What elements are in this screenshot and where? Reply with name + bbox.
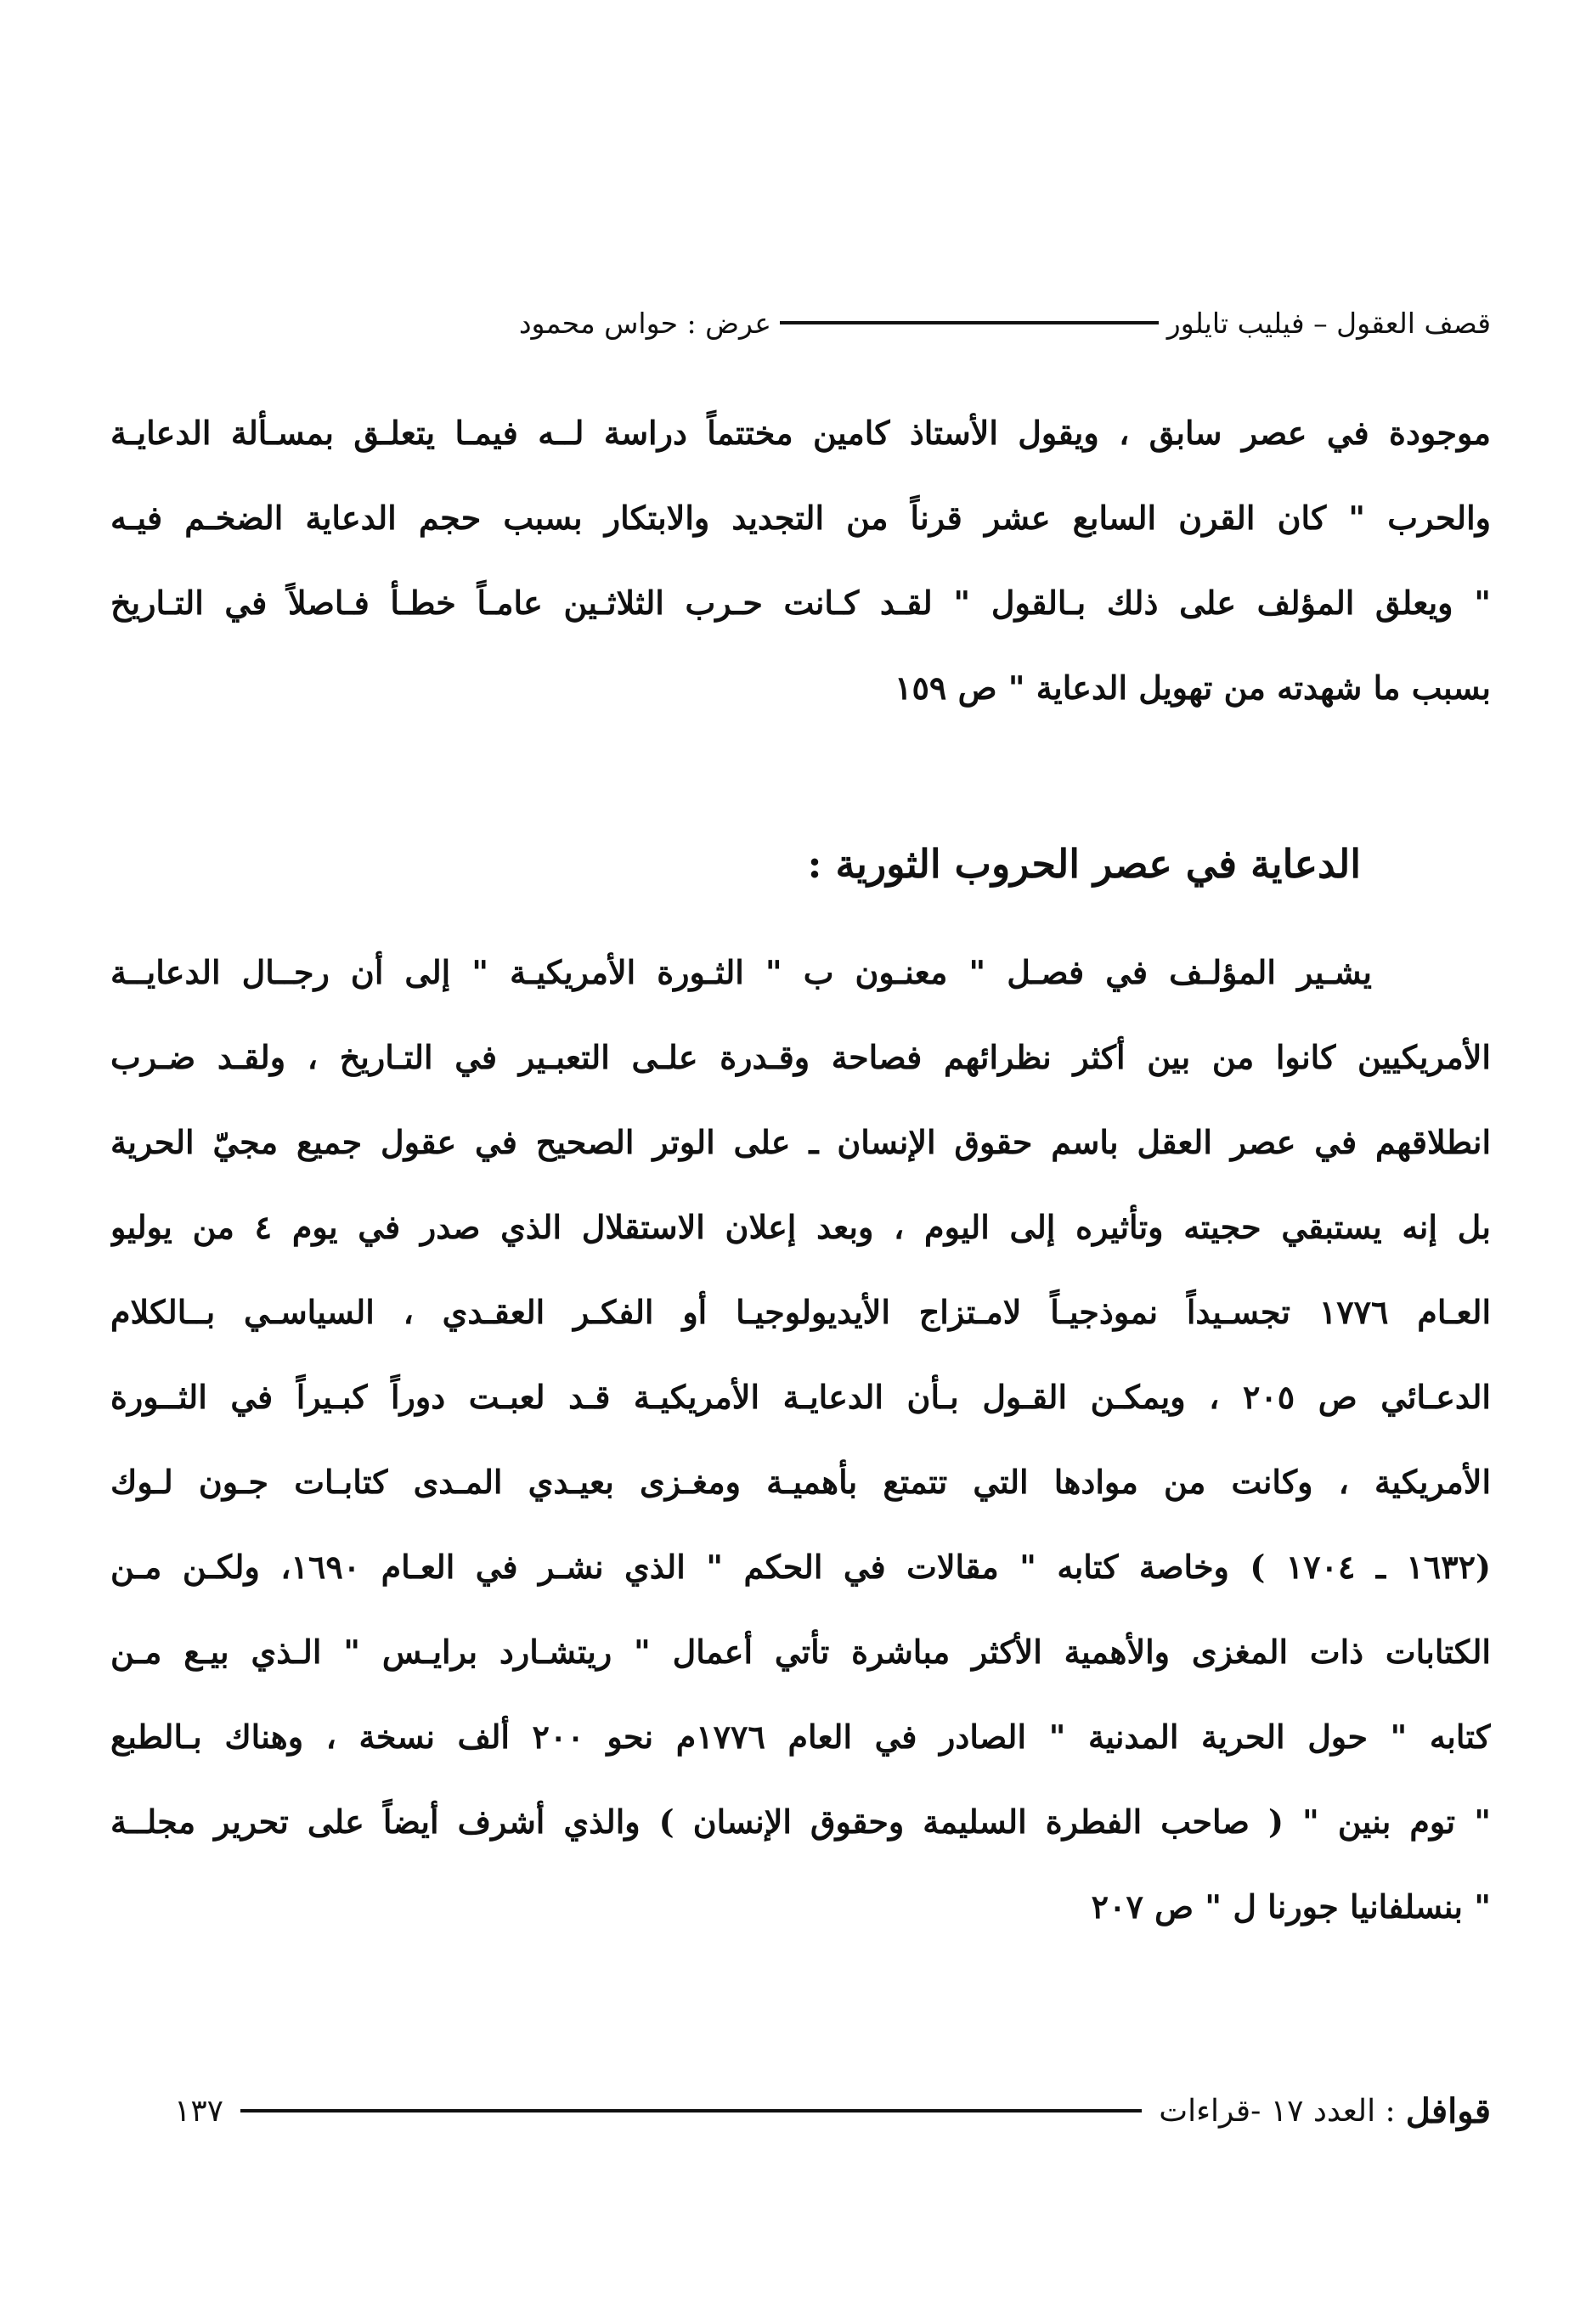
footer-rule: [240, 2109, 1142, 2112]
paragraph-line: العـام ١٧٧٦ تجسـيداً نموذجيـاً لامـتزاج الأيديولوجيـا أو الفكـر العقـدي ، السياسـي بــالكلام: [110, 1293, 1491, 1331]
paragraph-line: الأمريكيين كانوا من بين أكثر نظرائهم فصاحة وقـدرة علـى التعبـير في التـاريخ ، ولقـد ضـرب: [110, 1038, 1491, 1076]
section-heading: الدعاية في عصر الحروب الثورية :: [807, 841, 1361, 887]
paragraph-line: الكتابات ذات المغزى والأهمية الأكثر مباشرة تأتي أعمال " ريتشـارد برايـس " الـذي بيـع مـن: [110, 1633, 1491, 1671]
reviewer-name: عرض : حواس محمود: [518, 306, 771, 340]
issue-label: : العدد ١٧ -قراءات: [1159, 2093, 1396, 2129]
page-footer: [174, 2085, 1491, 2136]
paragraph-line: كتابه " حول الحرية المدنية " الصادر في العام ١٧٧٦م نحو ٢٠٠ ألف نسخة ، وهناك بـالطبع: [110, 1718, 1491, 1756]
paragraph-2: [110, 930, 1491, 1949]
paragraph-line: " بنسلفانيا جورنا ل " ص ٢٠٧: [1091, 1887, 1491, 1926]
paragraph-line: الأمريكية ، وكانت من موادها التي تتمتع بأهميـة ومغـزى بعيـدي المـدى كتابـات جـون لـوك: [110, 1463, 1491, 1501]
header-rule: [780, 321, 1159, 324]
paragraph-line: بل إنه يستبقي حجيته وتأثيره إلى اليوم ، وبعد إعلان الاستقلال الذي صدر في يوم ٤ من يوليو: [110, 1208, 1491, 1246]
page-number: ١٣٧: [174, 2093, 224, 2129]
paragraph-line: موجودة في عصر سابق ، ويقول الأستاذ كامين مختتماً دراسة لــه فيمـا يتعلـق بمسـألة الدعايـة: [110, 414, 1491, 452]
paragraph-line: بسبب ما شهدته من تهويل الدعاية " ص ١٥٩: [895, 668, 1491, 707]
paragraph-line: يشـير المؤلـف في فصـل " معنـون ب " الثـورة الأمريكيـة " إلى أن رجــال الدعايــة: [110, 953, 1372, 991]
running-header: [140, 302, 1491, 344]
paragraph-line: " ويعلق المؤلف على ذلك بـالقول " لقـد كـانت حـرب الثلاثـين عامـاً خطـأ فـاصلاً في التـاريخ: [110, 584, 1491, 622]
book-title: قصف العقول – فيليب تايلور: [1166, 306, 1491, 340]
paragraph-line: (١٦٣٢ ـ ١٧٠٤ ) وخاصة كتابه " مقالات في الحكم " الذي نشـر في العـام ١٦٩٠، ولكـن مـن: [110, 1548, 1491, 1586]
paragraph-line: " توم بنين " ( صاحب الفطرة السليمة وحقوق الإنسان ) والذي أشرف أيضاً على تحرير مجلــة: [110, 1802, 1491, 1841]
journal-name: قوافل: [1405, 2090, 1491, 2131]
paragraph-1: [110, 391, 1491, 730]
paragraph-line: انطلاقهم في عصر العقل باسم حقوق الإنسان ـ على الوتر الصحيح في عقول جميع مجيّ الحرية: [110, 1123, 1491, 1161]
paragraph-line: الدعـائي ص ٢٠٥ ، ويمكـن القـول بـأن الدعايـة الأمريكيـة قـد لعبـت دوراً كبـيراً في الثــورة: [110, 1378, 1491, 1416]
paragraph-line: والحرب " كان القرن السابع عشر قرناً من التجديد والابتكار بسبب حجم الدعاية الضخـم فيـه: [110, 499, 1491, 537]
